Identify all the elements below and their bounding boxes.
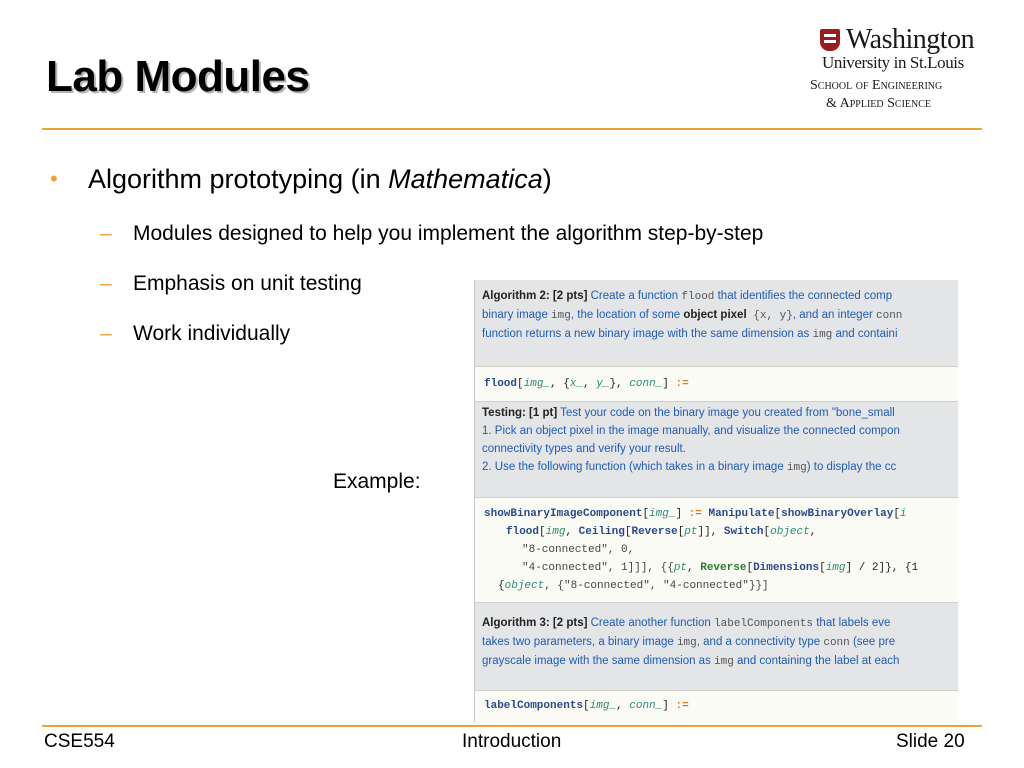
- bullet-italic: Mathematica: [388, 164, 543, 194]
- footer-course: CSE554: [44, 731, 115, 752]
- bullet-suffix: ): [542, 164, 552, 194]
- sub-bullet-text: Work individually: [133, 322, 291, 345]
- bullet-prefix: Algorithm prototyping (in: [88, 164, 389, 194]
- shield-icon: [820, 29, 840, 51]
- algorithm-3-text: Algorithm 3: [2 pts] Create another function labelComponents that labels eve takes two parameters, a binary image img, and a connectivity type conn (see pre grayscale image with the same dimension as img and containing the label at each: [482, 617, 900, 668]
- code-cell-show-binary[interactable]: showBinaryImageComponent[img_] := Manipulate[showBinaryOverlay[i flood[img, Ceiling[Reverse[pt]], Switch[object, "8-connected", 0, "4-connected", 1]]], {{pt, Reverse[Dimensions[img] / 2]}, {1 {object, {"8-connected", "4-connected"}}]: [475, 497, 958, 603]
- logo-university: University in St.Louis: [822, 53, 964, 72]
- logo-school: School of Engineering: [810, 78, 943, 93]
- header-divider: [42, 128, 982, 130]
- mathematica-screenshot: [474, 280, 958, 722]
- dash-icon: –: [100, 272, 112, 295]
- university-logo: [808, 22, 986, 118]
- sub-bullet-text: Modules designed to help you implement the algorithm step-by-step: [133, 222, 764, 245]
- bullet-dot-icon: •: [50, 166, 58, 191]
- footer-slide-number: Slide 20: [896, 731, 965, 752]
- main-bullet-text: [88, 162, 552, 196]
- code-cell-flood[interactable]: flood[img_, {x_, y_}, conn_] :=: [475, 366, 958, 402]
- dash-icon: –: [100, 222, 112, 245]
- example-label: Example:: [333, 470, 421, 493]
- testing-text: Testing: [1 pt] Test your code on the binary image you created from "bone_small 1. Pick an object pixel in the image manually, and visualize the connected compon connectivity types and verify your result. 2. Use the following function (which takes in a binary image img) to display the cc: [482, 407, 900, 474]
- code-cell-label-components[interactable]: labelComponents[img_, conn_] :=: [475, 690, 958, 722]
- logo-washington: Washington: [846, 24, 975, 55]
- footer-section: Introduction: [462, 731, 562, 752]
- dash-icon: –: [100, 322, 112, 345]
- sub-bullet-text: Emphasis on unit testing: [133, 272, 362, 295]
- algorithm-2-text: Algorithm 2: [2 pts] Create a function flood that identifies the connected comp binary image img, the location of some object pixel {x, y}, and an integer conn function returns a new binary image with the same dimension as img and containi: [482, 290, 903, 341]
- slide-title: Lab Modules: [46, 52, 310, 101]
- logo-applied-science: & Applied Science: [826, 96, 932, 111]
- footer-divider: [42, 725, 982, 727]
